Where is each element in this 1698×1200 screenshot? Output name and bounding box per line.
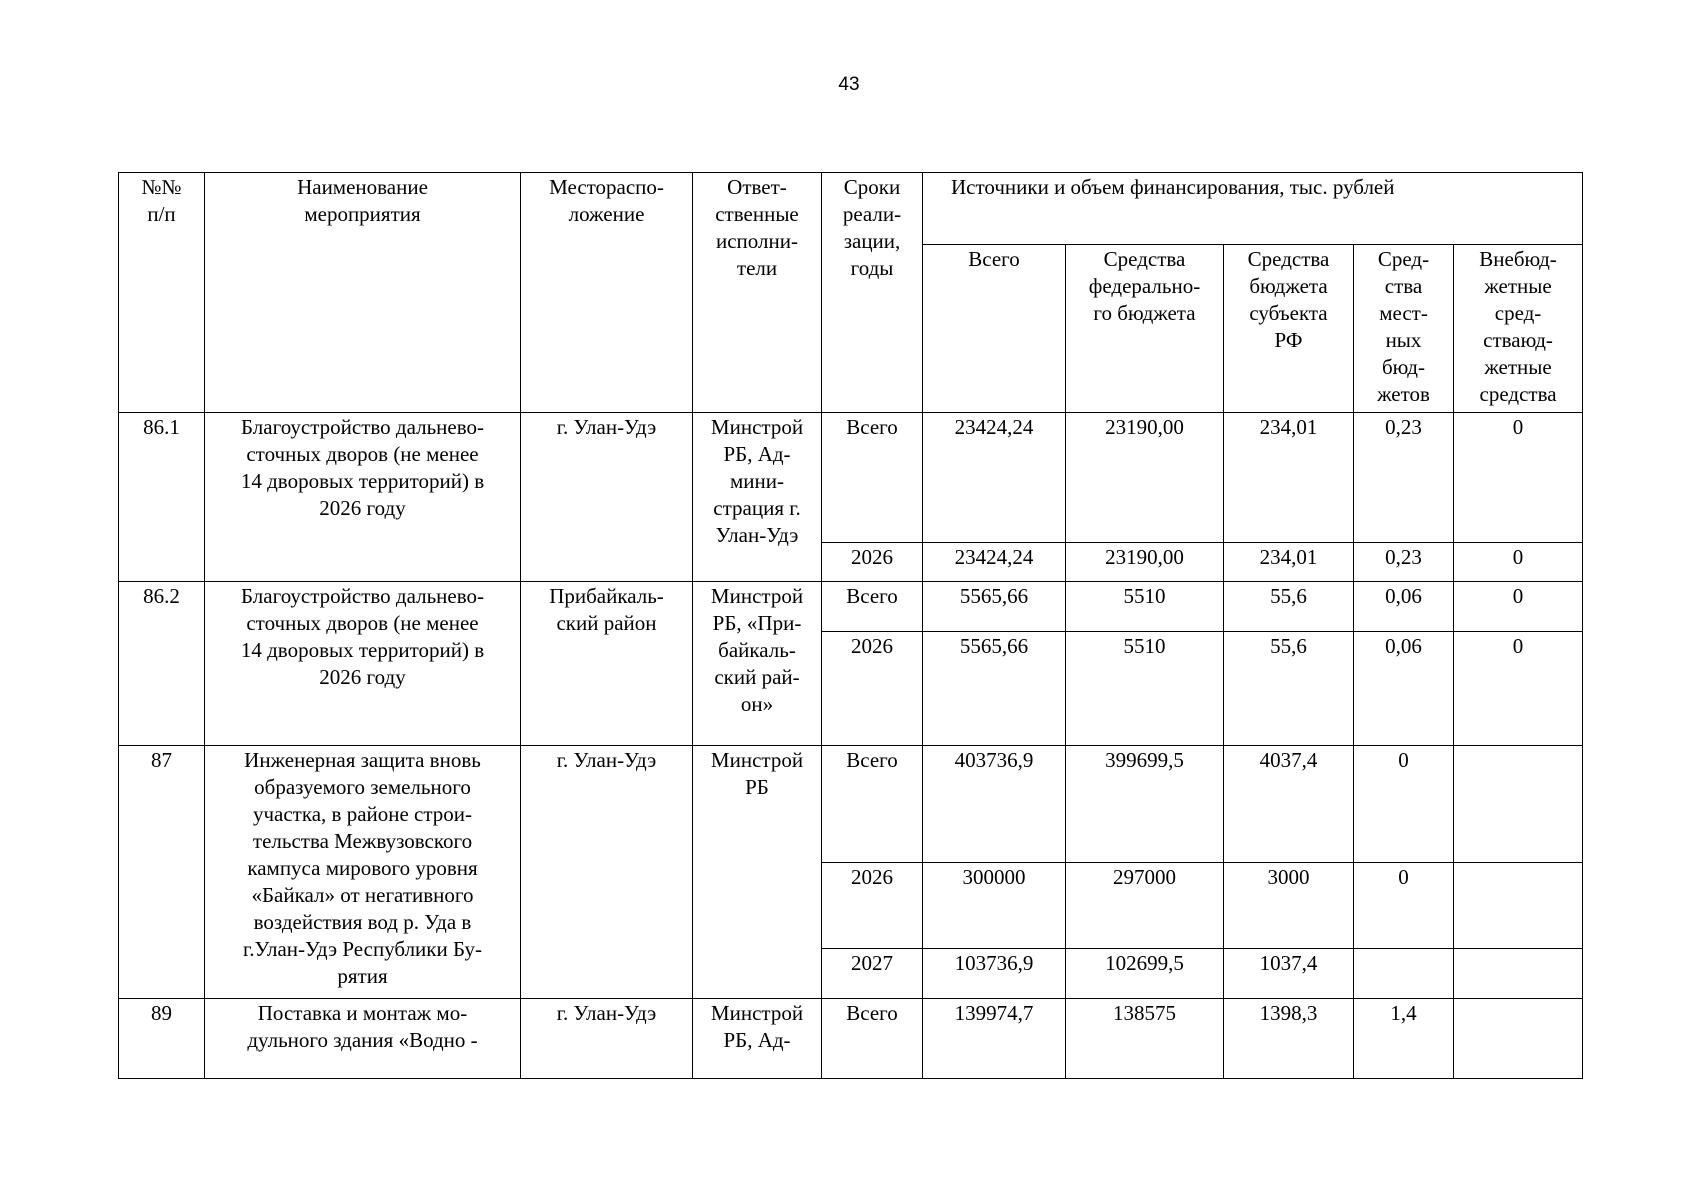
row-extra: 0	[1454, 413, 1583, 543]
row-location: г. Улан-Удэ	[521, 746, 693, 999]
row-responsible: Минстрой РБ	[693, 746, 822, 999]
table-row	[119, 746, 1583, 863]
financing-table	[118, 172, 1583, 1079]
row-local: 0,06	[1354, 632, 1454, 746]
header-extra: Внебюд- жетные сред- стваюд- жетные средства	[1454, 245, 1583, 413]
row-local: 1,4	[1354, 999, 1454, 1079]
row-local: 0,23	[1354, 413, 1454, 543]
header-funding: Источники и объем финансирования, тыс. рублей	[923, 173, 1583, 245]
header-responsible: Ответ- ственные исполни- тели	[693, 173, 822, 413]
row-total: 5565,66	[923, 632, 1066, 746]
row-subject: 1037,4	[1224, 949, 1354, 999]
row-federal: 102699,5	[1066, 949, 1224, 999]
table-row	[119, 582, 1583, 632]
row-year: Всего	[822, 746, 923, 863]
row-federal: 23190,00	[1066, 543, 1224, 582]
header-num: №№ п/п	[119, 173, 205, 413]
row-year: 2026	[822, 543, 923, 582]
header-local: Сред- ства мест- ных бюд- жетов	[1354, 245, 1454, 413]
row-subject: 1398,3	[1224, 999, 1354, 1079]
header-location: Местораспо- ложение	[521, 173, 693, 413]
row-local: 0,06	[1354, 582, 1454, 632]
row-federal: 138575	[1066, 999, 1224, 1079]
row-extra	[1454, 746, 1583, 863]
row-total: 23424,24	[923, 413, 1066, 543]
header-total: Всего	[923, 245, 1066, 413]
row-extra: 0	[1454, 543, 1583, 582]
row-name: Инженерная защита вновь образуемого земельного участка, в районе строи- тельства Межвузовского кампуса мирового уровня «Байкал» от негативного воздействия вод р. Уда в г.Улан-Удэ Республики Бу- рятия	[205, 746, 521, 999]
header-years: Сроки реали- зации, годы	[822, 173, 923, 413]
row-year: 2026	[822, 632, 923, 746]
row-total: 103736,9	[923, 949, 1066, 999]
row-total: 403736,9	[923, 746, 1066, 863]
row-federal: 399699,5	[1066, 746, 1224, 863]
row-federal: 23190,00	[1066, 413, 1224, 543]
row-num: 86.1	[119, 413, 205, 582]
row-extra	[1454, 949, 1583, 999]
row-subject: 55,6	[1224, 582, 1354, 632]
row-name: Поставка и монтаж мо- дульного здания «Водно -	[205, 999, 521, 1079]
row-extra	[1454, 999, 1583, 1079]
row-name: Благоустройство дальнево- сточных дворов (не менее 14 дворовых территорий) в 2026 году	[205, 582, 521, 746]
row-federal: 297000	[1066, 863, 1224, 949]
row-subject: 234,01	[1224, 413, 1354, 543]
row-year: Всего	[822, 999, 923, 1079]
row-extra	[1454, 863, 1583, 949]
row-total: 300000	[923, 863, 1066, 949]
row-subject: 234,01	[1224, 543, 1354, 582]
row-year: 2026	[822, 863, 923, 949]
row-name: Благоустройство дальнево- сточных дворов (не менее 14 дворовых территорий) в 2026 году	[205, 413, 521, 582]
row-federal: 5510	[1066, 632, 1224, 746]
row-subject: 55,6	[1224, 632, 1354, 746]
row-year: Всего	[822, 582, 923, 632]
row-year: 2027	[822, 949, 923, 999]
page-number: 43	[838, 74, 860, 95]
header-federal: Средства федерально- го бюджета	[1066, 245, 1224, 413]
row-extra: 0	[1454, 582, 1583, 632]
row-subject: 3000	[1224, 863, 1354, 949]
header-name: Наименование мероприятия	[205, 173, 521, 413]
row-responsible: Минстрой РБ, Ад- мини- страция г. Улан-Удэ	[693, 413, 822, 582]
row-total: 5565,66	[923, 582, 1066, 632]
header-subject: Средства бюджета субъекта РФ	[1224, 245, 1354, 413]
row-federal: 5510	[1066, 582, 1224, 632]
row-subject: 4037,4	[1224, 746, 1354, 863]
row-local: 0,23	[1354, 543, 1454, 582]
row-num: 86.2	[119, 582, 205, 746]
row-location: Прибайкаль- ский район	[521, 582, 693, 746]
row-local: 0	[1354, 746, 1454, 863]
row-responsible: Минстрой РБ, Ад-	[693, 999, 822, 1079]
row-location: г. Улан-Удэ	[521, 413, 693, 582]
row-extra: 0	[1454, 632, 1583, 746]
table-row	[119, 999, 1583, 1079]
table-row	[119, 413, 1583, 543]
row-local	[1354, 949, 1454, 999]
row-num: 89	[119, 999, 205, 1079]
row-year: Всего	[822, 413, 923, 543]
row-location: г. Улан-Удэ	[521, 999, 693, 1079]
row-local: 0	[1354, 863, 1454, 949]
header-row	[119, 173, 1583, 245]
row-total: 139974,7	[923, 999, 1066, 1079]
row-responsible: Минстрой РБ, «При- байкаль- ский рай- он»	[693, 582, 822, 746]
row-num: 87	[119, 746, 205, 999]
row-total: 23424,24	[923, 543, 1066, 582]
